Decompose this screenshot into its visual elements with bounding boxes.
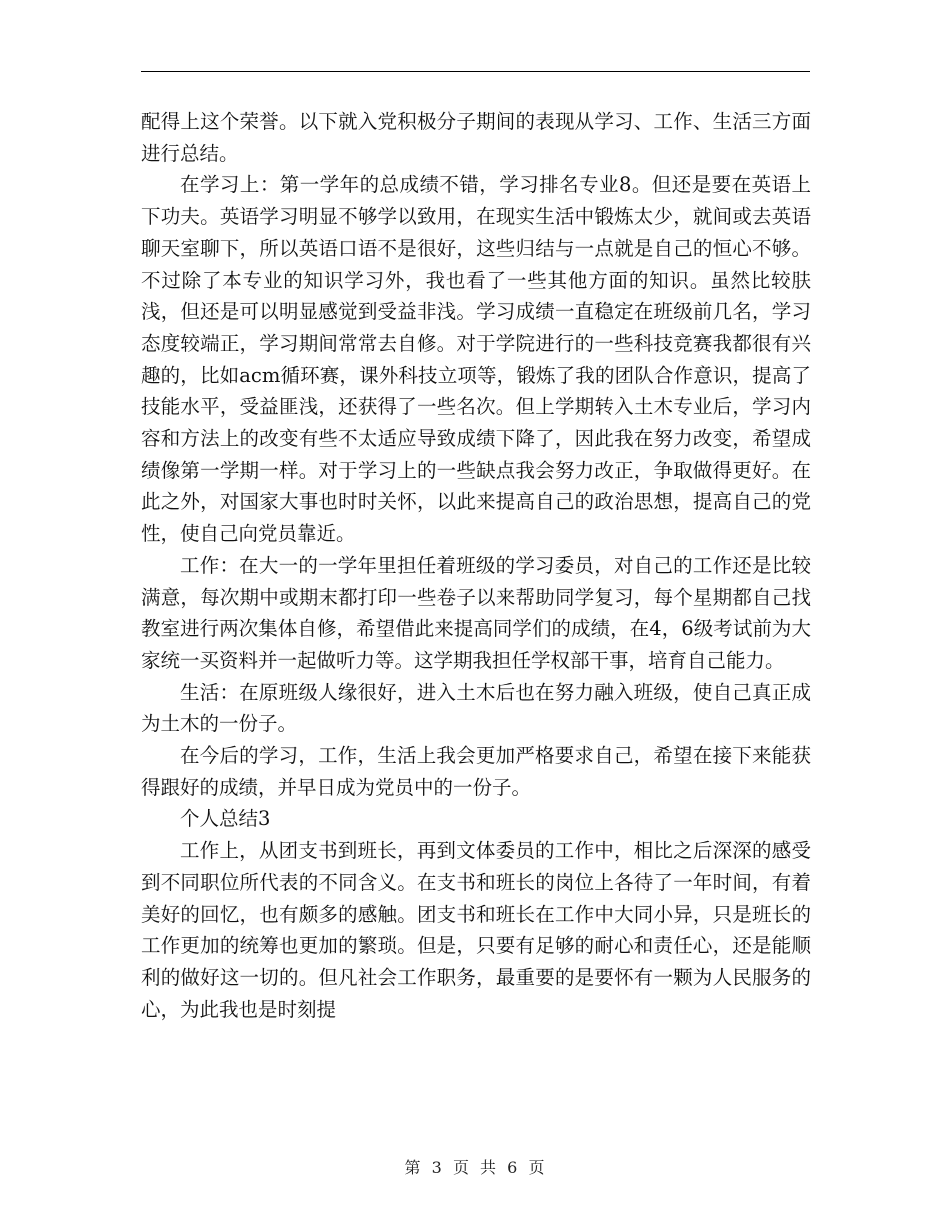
paragraph-future: 在今后的学习，工作，生活上我会更加严格要求自己，希望在接下来能获得跟好的成绩，并早日成为党员中的一份子。 bbox=[141, 744, 811, 799]
paragraph-study: 在学习上：第一学年的总成绩不错，学习排名专业8。但还是要在英语上下功夫。英语学习明显不够学以致用，在现实生活中锻炼太少，就间或去英语聊天室聊下，所以英语口语不是很好，这些归结与一点就是自己的恒心不够。不过除了本专业的知识学习外，我也看了一些其他方面的知识。虽然比较肤浅，但还是可以明显感觉到受益非浅。学习成绩一直稳定在班级前几名，学习态度较端正，学习期间常常去自修。对于学院进行的一些科技竞赛我都很有兴趣的，比如acm循环赛，课外科技立项等，锻炼了我的团队合作意识，提高了技能水平，受益匪浅，还获得了一些名次。但上学期转入土木专业后，学习内容和方法上的改变有些不太适应导致成绩下降了，因此我在努力改变，希望成绩像第一学期一样。对于学习上的一些缺点我会努力改正，争取做得更好。在此之外，对国家大事也时时关怀，以此来提高自己的政治思想，提高自己的党性，使自己向党员靠近。 bbox=[141, 173, 811, 546]
document-body bbox=[141, 106, 811, 1025]
header-rule bbox=[141, 71, 810, 72]
footer-page-number: 3 bbox=[431, 1158, 443, 1177]
page-footer bbox=[0, 1155, 950, 1178]
paragraph-continuation: 配得上这个荣誉。以下就入党积极分子期间的表现从学习、工作、生活三方面进行总结。 bbox=[141, 110, 811, 165]
footer-prefix: 第 bbox=[404, 1158, 422, 1177]
paragraph-life: 生活：在原班级人缘很好，进入土木后也在努力融入班级，使自己真正成为土木的一份子。 bbox=[141, 680, 811, 736]
footer-total-pages: 6 bbox=[507, 1158, 519, 1177]
footer-total-unit: 页 bbox=[528, 1158, 546, 1177]
section-heading: 个人总结3 bbox=[180, 807, 271, 831]
paragraph-work: 工作：在大一的一学年里担任着班级的学习委员，对自己的工作还是比较满意，每次期中或期末都打印一些卷子以来帮助同学复习，每个星期都自己找教室进行两次集体自修，希望借此来提高同学们的成绩，在4，6级考试前为大家统一买资料并一起做听力等。这学期我担任学权部干事，培育自己能力。 bbox=[141, 553, 811, 672]
footer-total-prefix: 共 bbox=[480, 1158, 498, 1177]
paragraph-work-summary: 工作上，从团支书到班长，再到文体委员的工作中，相比之后深深的感受到不同职位所代表的不同含义。在支书和班长的岗位上各待了一年时间，有着美好的回忆，也有颇多的感触。团支书和班长在工作中大同小异，只是班长的工作更加的统筹也更加的繁琐。但是，只要有足够的耐心和责任心，还是能顺利的做好这一切的。但凡社会工作职务，最重要的是要怀有一颗为人民服务的心，为此我也是时刻提 bbox=[141, 839, 811, 1021]
footer-page-unit: 页 bbox=[452, 1158, 470, 1177]
